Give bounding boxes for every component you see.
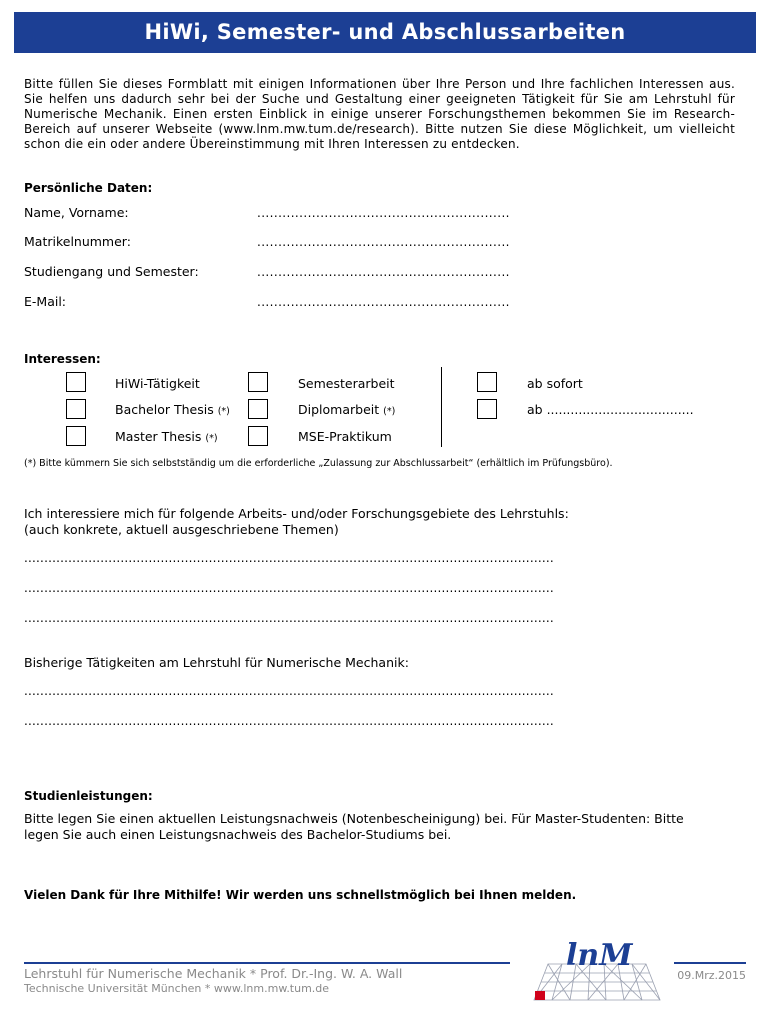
footer-date: 09.Mrz.2015	[677, 969, 746, 982]
personal-heading: Persönliche Daten:	[24, 181, 153, 195]
previous-line-2[interactable]: ....................................................................................................................................	[24, 714, 554, 728]
footnote: (*) Bitte kümmern Sie sich selbstständig um die erforderliche „Zulassung zur Abschlussarbeit“ (erhältlich im Prüfungsbüro).	[24, 458, 613, 469]
hiwi-checkbox[interactable]	[66, 372, 86, 392]
ab-label[interactable]: ab .....................................	[527, 402, 694, 417]
sofort-label: ab sofort	[527, 376, 583, 391]
name-label: Name, Vorname:	[24, 205, 129, 220]
diplom-checkbox[interactable]	[248, 399, 268, 419]
footer-line-left	[24, 962, 510, 964]
previous-label: Bisherige Tätigkeiten am Lehrstuhl für Numerische Mechanik:	[24, 655, 409, 670]
email-label: E-Mail:	[24, 294, 67, 309]
semester-label: Semesterarbeit	[298, 376, 395, 391]
logo-text: lnM	[566, 938, 633, 973]
name-field[interactable]: ............................................................	[257, 206, 510, 220]
diplom-label: Diplomarbeit (*)	[298, 402, 396, 417]
intro-paragraph: Bitte füllen Sie dieses Formblatt mit einigen Informationen über Ihre Person und Ihre fachlichen Interessen aus. Sie helfen uns dadurch sehr bei der Suche und Gestaltung einer geeigneten Tätigkeit für Sie am Lehrstuhl für Numerische Mechanik. Einen ersten Einblick in einige unserer Forschungsthemen bekommen Sie im Research-Bereich auf unserer Webseite (www.lnm.mw.tum.de/research). Bitte nutzen Sie diese Möglichkeit, um vielleicht schon die ein oder andere Übereinstimmung mit Ihren Interessen zu entdecken.	[24, 77, 735, 151]
studies-heading: Studienleistungen:	[24, 789, 153, 803]
mse-checkbox[interactable]	[248, 426, 268, 446]
matrikel-label: Matrikelnummer:	[24, 234, 131, 249]
matrikel-field[interactable]: ............................................................	[257, 235, 510, 249]
studies-text: Bitte legen Sie einen aktuellen Leistungsnachweis (Notenbescheinigung) bei. Für Master-Studenten: Bitte legen Sie auch einen Leistungsnachweis des Bachelor-Studiums bei.	[24, 811, 684, 842]
thanks-text: Vielen Dank für Ihre Mithilfe! Wir werden uns schnellstmöglich bei Ihnen melden.	[24, 888, 577, 902]
interests-heading: Interessen:	[24, 352, 101, 366]
sofort-checkbox[interactable]	[477, 372, 497, 392]
studiengang-field[interactable]: ............................................................	[257, 265, 510, 279]
research-line-3[interactable]: ....................................................................................................................................	[24, 611, 554, 625]
bachelor-checkbox[interactable]	[66, 399, 86, 419]
lnm-logo	[528, 938, 666, 1002]
divider	[441, 367, 442, 447]
footer-line-1: Lehrstuhl für Numerische Mechanik * Prof. Dr.-Ing. W. A. Wall	[24, 966, 403, 981]
ab-checkbox[interactable]	[477, 399, 497, 419]
footer-line-right	[674, 962, 746, 964]
master-label: Master Thesis (*)	[115, 429, 218, 444]
master-checkbox[interactable]	[66, 426, 86, 446]
studiengang-label: Studiengang und Semester:	[24, 264, 199, 279]
research-line-1[interactable]: ....................................................................................................................................	[24, 551, 554, 565]
bachelor-label: Bachelor Thesis (*)	[115, 402, 230, 417]
previous-line-1[interactable]: ....................................................................................................................................	[24, 684, 554, 698]
footer-line-2: Technische Universität München * www.lnm.mw.tum.de	[24, 982, 330, 995]
semester-checkbox[interactable]	[248, 372, 268, 392]
page-title: HiWi, Semester- und Abschlussarbeiten	[14, 12, 756, 53]
hiwi-label: HiWi-Tätigkeit	[115, 376, 200, 391]
research-question: Ich interessiere mich für folgende Arbeits- und/oder Forschungsgebiete des Lehrstuhls: (auch konkrete, aktuell ausgeschriebene Themen)	[24, 506, 569, 537]
research-line-2[interactable]: ....................................................................................................................................	[24, 581, 554, 595]
mse-label: MSE-Praktikum	[298, 429, 392, 444]
email-field[interactable]: ............................................................	[257, 295, 510, 309]
